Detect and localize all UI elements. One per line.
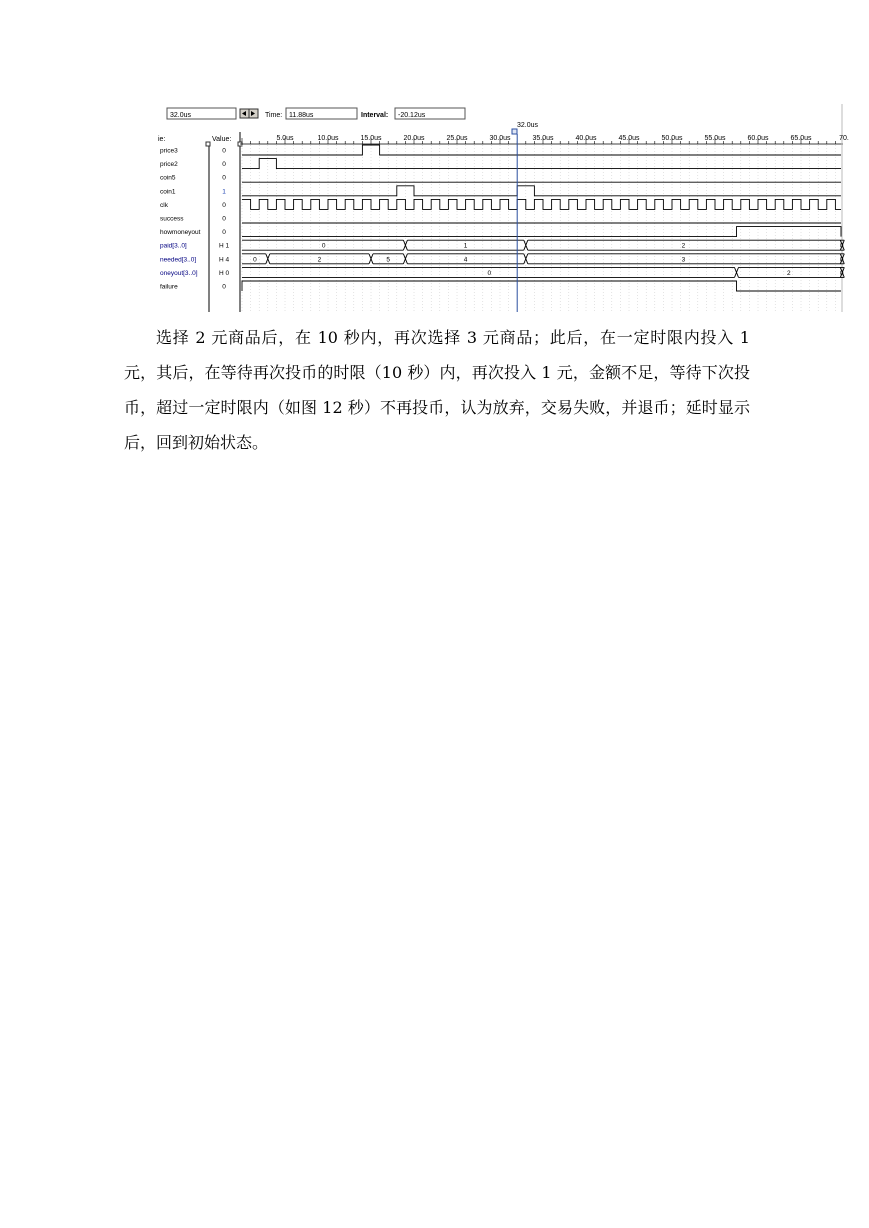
signal-row [160, 175, 841, 183]
signal-name[interactable]: coin5 [160, 174, 176, 182]
bus-value-label: 4 [463, 256, 468, 264]
time-tick-label: 5.0us [276, 135, 294, 142]
time-tick-label: 70. [839, 135, 849, 142]
signal-rows [160, 145, 844, 291]
signal-row [160, 254, 844, 264]
time-tick-label: 30.0us [489, 135, 511, 142]
bus-value-label: 0 [253, 256, 257, 264]
signal-name[interactable]: howmoneyout [160, 229, 201, 237]
signal-row [160, 240, 844, 250]
waveform-simulator [157, 104, 849, 312]
value-column-label: Value: [212, 136, 232, 143]
splitter-handle-1[interactable] [206, 142, 210, 146]
signal-value: H 4 [218, 256, 230, 264]
bus-value-label: 1 [463, 242, 468, 250]
time-label: Time: [265, 112, 283, 119]
signal-value: H 0 [218, 269, 230, 277]
bus-value-label: 0 [487, 269, 492, 277]
signal-name[interactable]: price2 [160, 161, 178, 169]
master-cursor-label: 32.0us [517, 122, 539, 129]
time-tick-label: 60.0us [747, 135, 769, 142]
signal-value: 0 [222, 201, 226, 209]
signal-waveform [242, 145, 841, 155]
bus-value-label: 2 [681, 242, 686, 250]
signal-row [160, 216, 841, 224]
bus-value-label: 3 [681, 256, 686, 264]
bus-value-label: 2 [317, 256, 322, 264]
time-tick-label: 35.0us [532, 135, 554, 142]
master-time-field[interactable]: 32.0us [170, 112, 192, 119]
signal-value: 0 [222, 161, 226, 169]
signal-row [160, 199, 841, 209]
signal-name[interactable]: price3 [160, 147, 178, 155]
interval-label: Interval: [361, 112, 389, 119]
signal-row [160, 267, 844, 277]
master-cursor-handle[interactable] [512, 129, 517, 134]
signal-row [160, 227, 841, 237]
time-tick-label: 40.0us [575, 135, 597, 142]
signal-waveform [242, 227, 841, 237]
signal-row [160, 145, 841, 155]
bus-value-label: 0 [839, 256, 844, 264]
bus-value-label: 0 [839, 242, 844, 250]
interval-field[interactable]: -20.12us [398, 112, 426, 119]
time-ruler [242, 135, 849, 144]
signal-name[interactable]: failure [160, 283, 178, 291]
signal-row [160, 186, 841, 196]
time-tick-label: 20.0us [403, 135, 425, 142]
waveform-canvas [157, 104, 849, 312]
signal-name[interactable]: success [160, 215, 184, 223]
signal-value: 0 [222, 147, 226, 155]
signal-name[interactable]: clk [160, 201, 168, 209]
signal-value: 0 [222, 174, 226, 182]
name-column-label: ie: [158, 136, 166, 143]
bus-transition [735, 267, 739, 277]
bus-value-label: 0 [321, 242, 326, 250]
signal-row [160, 281, 841, 291]
time-tick-label: 50.0us [661, 135, 683, 142]
signal-name[interactable]: paid[3..0] [160, 242, 187, 250]
signal-row [160, 159, 841, 169]
bus-value-label: 5 [386, 256, 391, 264]
time-tick-label: 45.0us [618, 135, 640, 142]
signal-value: 0 [222, 283, 226, 291]
time-tick-label: 65.0us [790, 135, 812, 142]
signal-name[interactable]: needed[3..0] [160, 256, 197, 264]
grid-lines [242, 145, 835, 312]
description-paragraph: 选择 2 元商品后，在 10 秒内，再次选择 3 元商品；此后，在一定时限内投入 1 元，其后，在等待再次投币的时限（10 秒）内，再次投入 1 元，金额不足，等待下次投币，超过一定时限内（如图 12 秒）不再投币，认为放弃，交易失败，并退币；延时显示后，回到初始状态。 [124, 328, 750, 452]
signal-waveform [242, 281, 841, 291]
signal-value: 0 [222, 215, 226, 223]
time-field[interactable]: 11.88us [289, 112, 314, 119]
bus-value-label: 2 [786, 269, 791, 277]
signal-name[interactable]: oneyout[3..0] [160, 269, 198, 277]
signal-waveform [242, 159, 841, 169]
signal-value: 1 [222, 188, 226, 196]
bus-value-label: 0 [839, 269, 844, 277]
signal-waveform [242, 186, 841, 196]
clock-waveform [242, 199, 841, 209]
signal-value: H 1 [218, 242, 230, 250]
signal-name[interactable]: coin1 [160, 188, 176, 196]
time-tick-label: 55.0us [704, 135, 726, 142]
time-tick-label: 10.0us [317, 135, 339, 142]
signal-value: 0 [222, 229, 226, 237]
time-tick-label: 25.0us [446, 135, 468, 142]
time-tick-label: 15.0us [360, 135, 382, 142]
